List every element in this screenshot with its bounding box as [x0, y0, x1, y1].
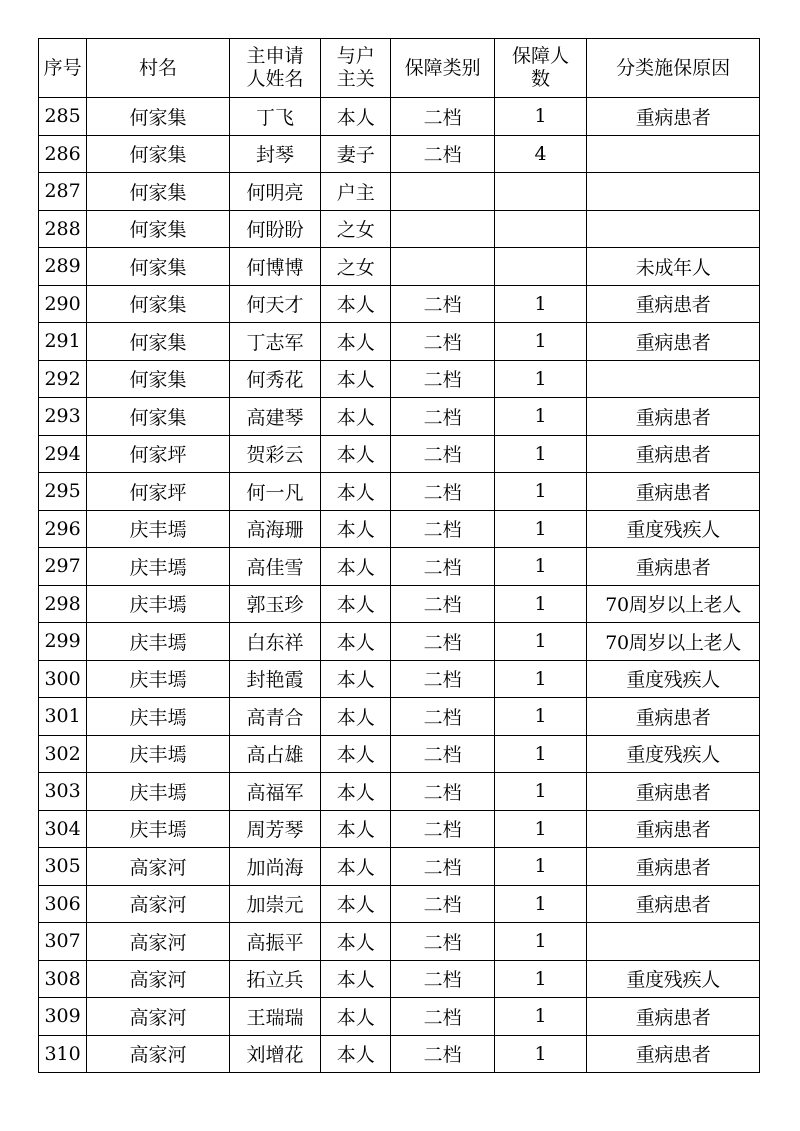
header-count [494, 39, 586, 98]
cell-count: 1 [494, 773, 586, 811]
cell-village: 庆丰墕 [87, 585, 230, 623]
cell-village: 何家集 [87, 248, 230, 286]
cell-village: 高家河 [87, 998, 230, 1036]
cell-relation: 本人 [321, 735, 391, 773]
table-body [39, 98, 760, 1073]
cell-level: 二档 [391, 135, 494, 173]
cell-applicant-name: 高青合 [229, 698, 320, 736]
cell-count: 1 [494, 1035, 586, 1073]
table-row [39, 773, 760, 811]
table-row [39, 885, 760, 923]
cell-applicant-name: 白东祥 [229, 623, 320, 661]
table-row [39, 135, 760, 173]
cell-reason: 重病患者 [587, 548, 760, 586]
cell-village: 庆丰墕 [87, 735, 230, 773]
cell-level: 二档 [391, 435, 494, 473]
cell-village: 何家集 [87, 173, 230, 211]
cell-count: 1 [494, 473, 586, 511]
cell-level: 二档 [391, 960, 494, 998]
cell-level: 二档 [391, 548, 494, 586]
cell-relation: 本人 [321, 548, 391, 586]
cell-relation: 本人 [321, 773, 391, 811]
cell-reason [587, 210, 760, 248]
cell-village: 何家集 [87, 360, 230, 398]
cell-seq: 308 [39, 960, 87, 998]
cell-applicant-name: 王瑞瑞 [229, 998, 320, 1036]
cell-village: 高家河 [87, 848, 230, 886]
table-row [39, 848, 760, 886]
cell-reason [587, 135, 760, 173]
table-row [39, 248, 760, 286]
cell-seq: 296 [39, 510, 87, 548]
cell-reason: 重病患者 [587, 885, 760, 923]
cell-count [494, 173, 586, 211]
cell-level: 二档 [391, 885, 494, 923]
cell-relation: 本人 [321, 510, 391, 548]
cell-reason: 重病患者 [587, 698, 760, 736]
cell-count: 1 [494, 885, 586, 923]
header-applicant-name [229, 39, 320, 98]
cell-relation: 本人 [321, 660, 391, 698]
cell-seq: 295 [39, 473, 87, 511]
cell-applicant-name: 高建琴 [229, 398, 320, 436]
cell-village: 庆丰墕 [87, 548, 230, 586]
cell-count: 1 [494, 398, 586, 436]
cell-relation: 妻子 [321, 135, 391, 173]
cell-village: 庆丰墕 [87, 510, 230, 548]
cell-reason: 重病患者 [587, 435, 760, 473]
table-row [39, 398, 760, 436]
header-relation [321, 39, 391, 98]
cell-count [494, 210, 586, 248]
cell-count: 1 [494, 98, 586, 136]
cell-seq: 286 [39, 135, 87, 173]
table-row [39, 623, 760, 661]
header-reason: 分类施保原因 [587, 39, 760, 98]
cell-applicant-name: 加尚海 [229, 848, 320, 886]
cell-relation: 本人 [321, 960, 391, 998]
table-row [39, 173, 760, 211]
cell-reason: 重病患者 [587, 1035, 760, 1073]
header-count-line1: 保障人 [512, 45, 570, 67]
cell-village: 高家河 [87, 960, 230, 998]
header-row [39, 39, 760, 98]
cell-relation: 本人 [321, 923, 391, 961]
cell-village: 何家集 [87, 210, 230, 248]
cell-count: 1 [494, 698, 586, 736]
cell-village: 庆丰墕 [87, 660, 230, 698]
table-row [39, 435, 760, 473]
table-row [39, 473, 760, 511]
cell-level: 二档 [391, 1035, 494, 1073]
cell-village: 高家河 [87, 885, 230, 923]
header-seq: 序号 [39, 39, 87, 98]
cell-reason: 重病患者 [587, 810, 760, 848]
cell-village: 庆丰墕 [87, 623, 230, 661]
cell-relation: 本人 [321, 398, 391, 436]
cell-seq: 302 [39, 735, 87, 773]
cell-count: 1 [494, 548, 586, 586]
table-row [39, 98, 760, 136]
table-row [39, 960, 760, 998]
cell-seq: 303 [39, 773, 87, 811]
cell-level: 二档 [391, 323, 494, 361]
cell-count: 4 [494, 135, 586, 173]
cell-relation: 户主 [321, 173, 391, 211]
cell-count: 1 [494, 735, 586, 773]
table-row [39, 698, 760, 736]
table-row [39, 360, 760, 398]
table-row [39, 210, 760, 248]
cell-reason: 重病患者 [587, 998, 760, 1036]
cell-count: 1 [494, 810, 586, 848]
cell-seq: 291 [39, 323, 87, 361]
cell-count: 1 [494, 510, 586, 548]
cell-reason: 70周岁以上老人 [587, 585, 760, 623]
cell-level: 二档 [391, 848, 494, 886]
cell-village: 高家河 [87, 923, 230, 961]
cell-village: 何家坪 [87, 435, 230, 473]
header-applicant-name-line2: 人姓名 [246, 68, 304, 90]
cell-reason: 70周岁以上老人 [587, 623, 760, 661]
cell-seq: 285 [39, 98, 87, 136]
cell-reason: 重度残疾人 [587, 660, 760, 698]
cell-level: 二档 [391, 360, 494, 398]
cell-level: 二档 [391, 623, 494, 661]
cell-seq: 297 [39, 548, 87, 586]
cell-applicant-name: 拓立兵 [229, 960, 320, 998]
cell-seq: 287 [39, 173, 87, 211]
cell-applicant-name: 高佳雪 [229, 548, 320, 586]
cell-level [391, 173, 494, 211]
cell-relation: 本人 [321, 998, 391, 1036]
cell-applicant-name: 高海珊 [229, 510, 320, 548]
cell-count [494, 248, 586, 286]
cell-reason: 重度残疾人 [587, 510, 760, 548]
cell-seq: 309 [39, 998, 87, 1036]
cell-count: 1 [494, 323, 586, 361]
header-relation-line2: 主关 [336, 68, 375, 90]
cell-applicant-name: 高振平 [229, 923, 320, 961]
cell-level [391, 248, 494, 286]
cell-level [391, 210, 494, 248]
cell-relation: 本人 [321, 98, 391, 136]
header-village: 村名 [87, 39, 230, 98]
cell-level: 二档 [391, 998, 494, 1036]
cell-village: 何家集 [87, 323, 230, 361]
cell-level: 二档 [391, 773, 494, 811]
cell-reason: 重病患者 [587, 98, 760, 136]
cell-relation: 本人 [321, 285, 391, 323]
cell-count: 1 [494, 623, 586, 661]
cell-reason: 重病患者 [587, 323, 760, 361]
cell-relation: 本人 [321, 623, 391, 661]
cell-reason: 重病患者 [587, 848, 760, 886]
cell-applicant-name: 高占雄 [229, 735, 320, 773]
cell-applicant-name: 何天才 [229, 285, 320, 323]
header-relation-line1: 与户 [336, 45, 375, 67]
cell-village: 何家集 [87, 398, 230, 436]
cell-count: 1 [494, 998, 586, 1036]
cell-village: 庆丰墕 [87, 773, 230, 811]
table-row [39, 1035, 760, 1073]
cell-count: 1 [494, 660, 586, 698]
cell-reason: 未成年人 [587, 248, 760, 286]
header-level: 保障类别 [391, 39, 494, 98]
cell-relation: 本人 [321, 360, 391, 398]
cell-relation: 本人 [321, 1035, 391, 1073]
table-row [39, 285, 760, 323]
cell-level: 二档 [391, 398, 494, 436]
cell-seq: 289 [39, 248, 87, 286]
table-row [39, 660, 760, 698]
cell-level: 二档 [391, 285, 494, 323]
cell-village: 何家集 [87, 98, 230, 136]
cell-village: 庆丰墕 [87, 810, 230, 848]
table-row [39, 810, 760, 848]
cell-relation: 本人 [321, 885, 391, 923]
cell-reason [587, 360, 760, 398]
cell-applicant-name: 封艳霞 [229, 660, 320, 698]
header-applicant-name-line1: 主申请 [246, 45, 304, 67]
relief-roster-table [38, 38, 760, 1073]
cell-seq: 293 [39, 398, 87, 436]
cell-relation: 本人 [321, 698, 391, 736]
cell-village: 何家集 [87, 285, 230, 323]
cell-seq: 288 [39, 210, 87, 248]
cell-applicant-name: 丁志军 [229, 323, 320, 361]
table-row [39, 923, 760, 961]
cell-village: 何家坪 [87, 473, 230, 511]
cell-applicant-name: 郭玉珍 [229, 585, 320, 623]
cell-seq: 292 [39, 360, 87, 398]
cell-village: 高家河 [87, 1035, 230, 1073]
cell-count: 1 [494, 585, 586, 623]
cell-reason [587, 173, 760, 211]
cell-applicant-name: 刘增花 [229, 1035, 320, 1073]
cell-relation: 之女 [321, 248, 391, 286]
cell-village: 庆丰墕 [87, 698, 230, 736]
table-header [39, 39, 760, 98]
cell-reason: 重度残疾人 [587, 735, 760, 773]
cell-applicant-name: 何秀花 [229, 360, 320, 398]
cell-applicant-name: 何盼盼 [229, 210, 320, 248]
cell-relation: 本人 [321, 810, 391, 848]
table-row [39, 585, 760, 623]
cell-count: 1 [494, 960, 586, 998]
cell-seq: 298 [39, 585, 87, 623]
cell-reason [587, 923, 760, 961]
cell-relation: 本人 [321, 435, 391, 473]
table-row [39, 323, 760, 361]
cell-applicant-name: 加崇元 [229, 885, 320, 923]
header-count-line2: 数 [531, 68, 551, 90]
cell-level: 二档 [391, 510, 494, 548]
table-row [39, 735, 760, 773]
cell-seq: 301 [39, 698, 87, 736]
cell-village: 何家集 [87, 135, 230, 173]
cell-seq: 294 [39, 435, 87, 473]
cell-applicant-name: 周芳琴 [229, 810, 320, 848]
cell-applicant-name: 何一凡 [229, 473, 320, 511]
cell-reason: 重病患者 [587, 773, 760, 811]
table-row [39, 998, 760, 1036]
cell-count: 1 [494, 923, 586, 961]
cell-applicant-name: 何博博 [229, 248, 320, 286]
cell-relation: 本人 [321, 585, 391, 623]
cell-level: 二档 [391, 810, 494, 848]
cell-relation: 本人 [321, 473, 391, 511]
cell-level: 二档 [391, 98, 494, 136]
cell-level: 二档 [391, 735, 494, 773]
cell-seq: 290 [39, 285, 87, 323]
cell-level: 二档 [391, 585, 494, 623]
cell-reason: 重病患者 [587, 285, 760, 323]
cell-seq: 307 [39, 923, 87, 961]
cell-seq: 305 [39, 848, 87, 886]
cell-relation: 之女 [321, 210, 391, 248]
cell-applicant-name: 贺彩云 [229, 435, 320, 473]
cell-seq: 310 [39, 1035, 87, 1073]
cell-count: 1 [494, 360, 586, 398]
cell-seq: 299 [39, 623, 87, 661]
cell-reason: 重病患者 [587, 398, 760, 436]
table-row [39, 548, 760, 586]
cell-count: 1 [494, 848, 586, 886]
table-row [39, 510, 760, 548]
cell-applicant-name: 高福军 [229, 773, 320, 811]
cell-relation: 本人 [321, 323, 391, 361]
cell-applicant-name: 封琴 [229, 135, 320, 173]
cell-seq: 300 [39, 660, 87, 698]
cell-level: 二档 [391, 473, 494, 511]
cell-count: 1 [494, 435, 586, 473]
cell-applicant-name: 何明亮 [229, 173, 320, 211]
cell-level: 二档 [391, 923, 494, 961]
cell-relation: 本人 [321, 848, 391, 886]
cell-level: 二档 [391, 660, 494, 698]
cell-level: 二档 [391, 698, 494, 736]
cell-count: 1 [494, 285, 586, 323]
cell-seq: 306 [39, 885, 87, 923]
cell-reason: 重度残疾人 [587, 960, 760, 998]
cell-applicant-name: 丁飞 [229, 98, 320, 136]
cell-seq: 304 [39, 810, 87, 848]
cell-reason: 重病患者 [587, 473, 760, 511]
